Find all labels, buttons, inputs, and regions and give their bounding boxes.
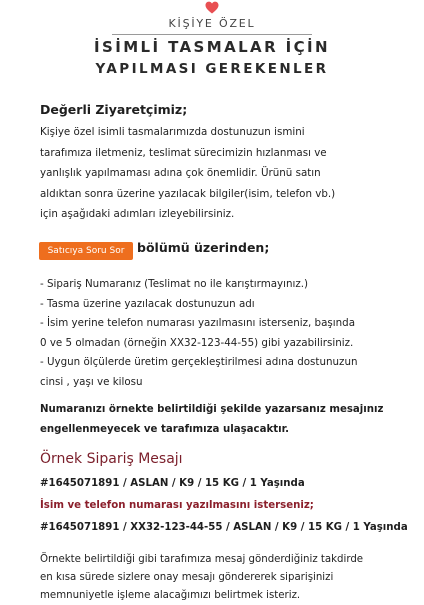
page-title-line2: YAPILMASI GEREKENLER: [95, 61, 329, 77]
warning-line: engellenmeyecek ve tarafımıza ulaşacaktır.: [40, 424, 290, 435]
footer-line: memnuniyetle işleme alacağımızı belirtmek isteriz.: [40, 590, 301, 601]
footer-line: Örnekte belirtildiği gibi tarafımıza mesaj gönderdiğiniz takdirde: [40, 554, 364, 565]
list-item: 0 ve 5 olmadan (örneğin XX32-123-44-55) gibi yazabilirsiniz.: [40, 336, 354, 349]
intro-line: Kişiye özel isimli tasmalarımızda dostunuzun ismini: [40, 126, 305, 138]
footer-paragraph: [40, 551, 410, 605]
example-line-2: İsim ve telefon numarası yazılmasını isterseniz;: [40, 500, 314, 511]
list-item: - İsim yerine telefon numarası yazılmasını isterseniz, başında: [40, 317, 356, 329]
example-line-1: #1645071891 / ASLAN / K9 / 15 KG / 1 Yaşında: [40, 478, 305, 489]
header-divider: [112, 34, 312, 35]
warning-text: [40, 400, 410, 440]
steps-list: [40, 275, 410, 392]
ask-seller-suffix: bölümü üzerinden;: [137, 240, 270, 255]
heart-icon: [205, 1, 219, 14]
intro-line: aldıktan sonra üzerine yazılacak bilgiler(isim, telefon vb.): [40, 187, 336, 200]
list-item: - Sipariş Numaranız (Teslimat no ile karıştırmayınız.): [40, 278, 309, 290]
warning-line: Numaranızı örnekte belirtildiği şekilde yazarsanız mesajınız: [40, 404, 384, 415]
intro-line: için aşağıdaki adımları izleyebilirsiniz.: [40, 208, 235, 220]
intro-line: yanlışlık yapılmaması adına çok önemlidir. Ürünü satın: [40, 167, 321, 179]
page-title-line1: İSİMLİ TASMALAR İÇİN: [94, 38, 330, 56]
intro-line: tarafımıza iletmeniz, teslimat sürecimizin hızlanması ve: [40, 146, 327, 159]
list-item: cinsi , yaşı ve kilosu: [40, 375, 143, 388]
intro-paragraph: [40, 122, 400, 225]
list-item: - Tasma üzerine yazılacak dostunuzun adı: [40, 297, 255, 310]
example-line-3: #1645071891 / XX32-123-44-55 / ASLAN / K9 / 15 KG / 1 Yaşında: [40, 522, 408, 533]
greeting: Değerli Ziyaretçimiz;: [40, 102, 188, 117]
footer-line: en kısa sürede sizlere onay mesajı göndererek siparişinizi: [40, 572, 334, 583]
list-item: - Uygun ölçülerde üretim gerçekleştirilmesi adına dostunuzun: [40, 356, 358, 368]
ask-seller-button[interactable]: Satıcıya Soru Sor: [39, 242, 133, 260]
badge-label: KİŞİYE ÖZEL: [168, 17, 256, 30]
example-title: Örnek Sipariş Mesajı: [40, 451, 183, 467]
